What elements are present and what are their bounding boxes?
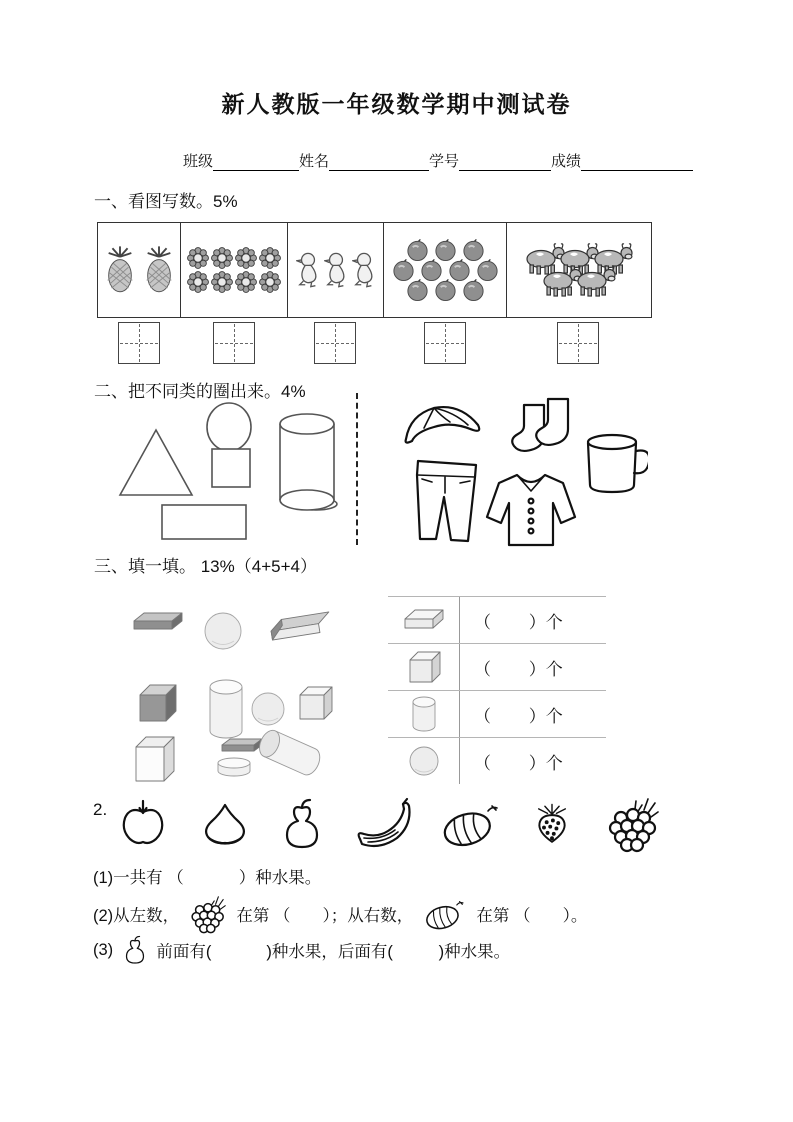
student-number-blank[interactable] bbox=[459, 154, 551, 171]
duck-icon bbox=[296, 251, 320, 289]
coat-icon bbox=[487, 475, 575, 545]
lying-cylinder-icon bbox=[256, 727, 324, 778]
tally-answer-cube[interactable]: （ ）个 bbox=[474, 659, 563, 679]
apple-icon bbox=[461, 278, 486, 302]
triangle-shape bbox=[120, 430, 192, 495]
line2-text-b[interactable]: 在第 （ ）；从右数， bbox=[231, 907, 418, 925]
solids-tally-table bbox=[388, 596, 606, 784]
sphere-icon bbox=[252, 693, 284, 725]
line1-text[interactable]: (1)一共有 （ ）种水果。 bbox=[93, 869, 322, 887]
socks-icon bbox=[512, 399, 568, 451]
class-field bbox=[183, 150, 299, 171]
name-label: 姓名 bbox=[299, 154, 330, 170]
cylinder-icon bbox=[406, 694, 442, 734]
clothes-group[interactable] bbox=[396, 397, 648, 549]
line2-text-c[interactable]: 在第 （ ）。 bbox=[471, 907, 588, 925]
sphere-icon bbox=[205, 613, 241, 649]
cow-icon bbox=[573, 265, 619, 297]
grapes-small-icon bbox=[188, 894, 228, 934]
peach-icon bbox=[198, 797, 252, 851]
answer-box[interactable] bbox=[314, 322, 356, 364]
tally-row-cuboid bbox=[388, 596, 606, 643]
cylinder-icon bbox=[210, 680, 242, 738]
cell-pineapples bbox=[98, 223, 181, 317]
cube-icon bbox=[404, 648, 444, 686]
rectangle-shape bbox=[162, 505, 246, 539]
tally-row-sphere bbox=[388, 737, 606, 784]
student-number-label: 学号 bbox=[429, 154, 460, 170]
question2-number: 2. bbox=[93, 800, 108, 819]
duck-icon bbox=[352, 251, 376, 289]
flat-cuboid-icon bbox=[222, 739, 262, 751]
disc-cylinder-icon bbox=[218, 758, 250, 776]
cap-icon bbox=[406, 407, 480, 443]
cuboid-icon bbox=[402, 605, 446, 635]
watermelon-small-icon bbox=[422, 896, 468, 932]
flower-icon bbox=[259, 271, 281, 293]
apple-icon bbox=[405, 278, 430, 302]
apple-icon bbox=[433, 278, 458, 302]
cube-icon bbox=[140, 685, 176, 721]
flat-cuboid-icon bbox=[134, 613, 182, 629]
watermelon-outline-icon bbox=[441, 798, 501, 850]
student-number-field bbox=[429, 150, 551, 171]
cylinder-shape bbox=[280, 414, 337, 510]
answer-box[interactable] bbox=[213, 322, 255, 364]
flower-icon bbox=[259, 247, 281, 269]
answer-box[interactable] bbox=[557, 322, 599, 364]
pineapple-icon bbox=[142, 245, 176, 295]
tally-answer-cylinder[interactable]: （ ）个 bbox=[474, 706, 563, 726]
cell-flowers bbox=[181, 223, 288, 317]
sphere-icon bbox=[407, 744, 441, 778]
name-field bbox=[299, 150, 429, 171]
flower-icon bbox=[187, 271, 209, 293]
answer-box[interactable] bbox=[424, 322, 466, 364]
section2-divider bbox=[356, 393, 358, 545]
score-blank[interactable] bbox=[581, 154, 693, 171]
question2-line1 bbox=[93, 864, 321, 888]
square-shape bbox=[212, 449, 250, 487]
section3-heading: 三、填一填。 13%（4+5+4） bbox=[94, 557, 317, 576]
name-blank[interactable] bbox=[329, 154, 429, 171]
flower-icon bbox=[211, 271, 233, 293]
student-info-line bbox=[183, 150, 708, 171]
answer-box[interactable] bbox=[118, 322, 160, 364]
bar-cuboid-icon bbox=[270, 612, 332, 640]
line2-text-a: (2)从左数， bbox=[93, 907, 184, 925]
duck-icon bbox=[324, 251, 348, 289]
score-field bbox=[551, 150, 693, 171]
tally-answer-sphere[interactable]: （ ）个 bbox=[474, 753, 563, 773]
pants-icon bbox=[417, 461, 476, 541]
line3-text-b[interactable]: 前面有( )种水果，后面有( )种水果。 bbox=[151, 943, 511, 961]
mug-icon bbox=[588, 435, 648, 492]
section2-heading: 二、把不同类的圈出来。4% bbox=[94, 382, 306, 401]
class-label: 班级 bbox=[183, 154, 214, 170]
cube-icon bbox=[300, 687, 332, 719]
tally-answer-cuboid[interactable]: （ ）个 bbox=[474, 612, 563, 632]
circle-shape bbox=[207, 403, 251, 451]
banana-icon bbox=[353, 797, 413, 851]
class-blank[interactable] bbox=[213, 154, 299, 171]
line3-text-a: (3) bbox=[93, 940, 118, 959]
grapes-outline-icon bbox=[604, 795, 662, 853]
flower-icon bbox=[235, 247, 257, 269]
count-pictures-table bbox=[97, 222, 652, 318]
page-title: 新人教版一年级数学期中测试卷 bbox=[221, 92, 572, 117]
flower-icon bbox=[211, 247, 233, 269]
gourd-icon bbox=[279, 796, 325, 852]
question2-line3 bbox=[93, 930, 510, 970]
section1-heading: 一、看图写数。5% bbox=[94, 192, 238, 211]
solids-scatter-group bbox=[122, 597, 344, 783]
cell-ducks bbox=[288, 223, 384, 317]
strawberry-icon bbox=[528, 798, 576, 850]
answer-boxes-row bbox=[97, 322, 650, 364]
pineapple-icon bbox=[103, 245, 137, 295]
tally-row-cube bbox=[388, 643, 606, 690]
tall-cuboid-icon bbox=[136, 737, 174, 781]
tally-row-cylinder bbox=[388, 690, 606, 737]
shapes-group[interactable] bbox=[112, 402, 356, 542]
score-label: 成绩 bbox=[551, 154, 582, 170]
fruit-row bbox=[116, 793, 662, 855]
cell-cows bbox=[507, 223, 651, 317]
gourd-small-icon bbox=[122, 933, 148, 967]
cell-apples bbox=[384, 223, 507, 317]
apple-outline-icon bbox=[116, 797, 170, 851]
flower-icon bbox=[235, 271, 257, 293]
flower-icon bbox=[187, 247, 209, 269]
